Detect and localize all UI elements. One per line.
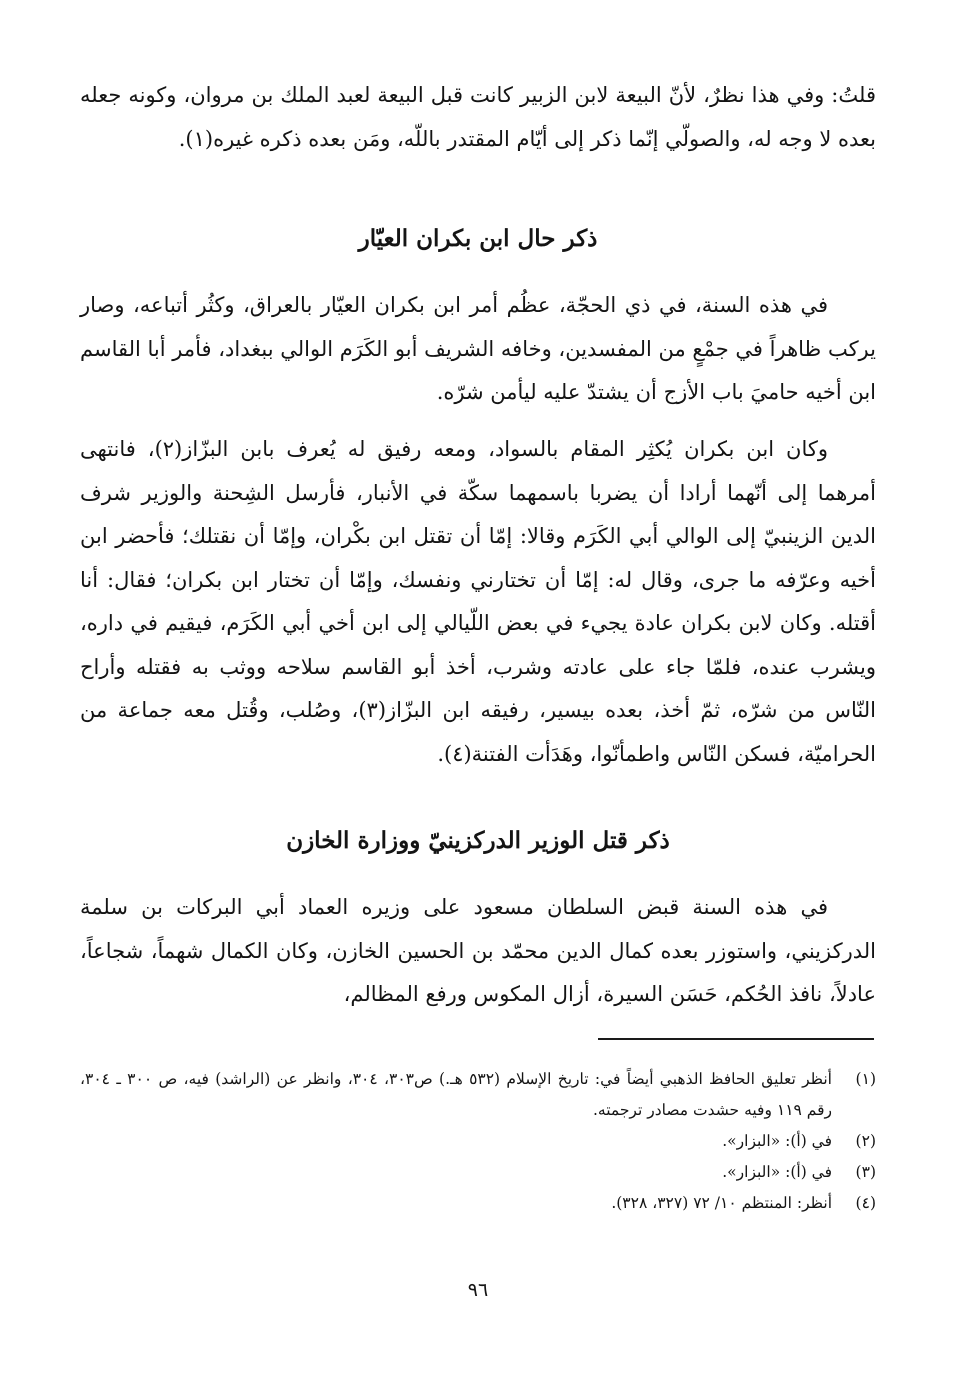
page-number: ٩٦ [467, 1279, 489, 1301]
paragraph-ibn-bakran-1 [80, 284, 876, 415]
paragraph-intro [80, 74, 876, 161]
footnote-separator [598, 1038, 874, 1040]
paragraph-text: في هذه السنة، في ذي الحجّة، عظُم أمر ابن بكران العيّار بالعراق، وكثُر أتباعه، وصار يركب ظاهراً في جمْعٍ من المفسدين، وخافه الشريف أبو الكَرَم الوالي ببغداد، فأمر أبا القاسم ابن أخيه حاميَ باب الأزج أن يشتدّ عليه ليأمن شرّه. [80, 293, 876, 404]
footnote-item [80, 1188, 876, 1219]
paragraph-text: في هذه السنة قبض السلطان مسعود على وزيره العماد أبي البركات بن سلمة الدركزيني، واستوزر بعده كمال الدين محمّد بن الحسين الخازن، وكان الكمال شهماً، شجاعاً، عادلاً، نافذ الحُكم، حَسَن السيرة، أزال المكوس ورفع المظالم، [80, 895, 876, 1006]
paragraph-ibn-bakran-2 [80, 428, 876, 776]
paragraph-text: قلتُ: وفي هذا نظرٌ، لأنّ البيعة لابن الزبير كانت قبل البيعة لعبد الملك بن مروان، وكونه جعله بعده لا وجه له، والصولّي إنّما ذكر إلى أيّام المقتدر باللّه، ومَن بعده ذكره غيره(١). [80, 83, 876, 151]
footnote-item [80, 1157, 876, 1188]
section-heading-ibn-bakran: ذكر حال ابن بكران العيّار [358, 225, 598, 252]
footnote-item [80, 1126, 876, 1157]
footnote-number: (٣) [855, 1163, 876, 1181]
footnote-text: أنظر: المنتظم ١٠/ ٧٢ (٣٢٧، ٣٢٨). [611, 1194, 832, 1212]
footnote-item [80, 1064, 876, 1126]
footnote-text: في (أ): «البزار». [722, 1163, 832, 1181]
paragraph-vizier [80, 886, 876, 1017]
footnotes [80, 1064, 876, 1219]
footnote-text: في (أ): «البزار». [722, 1132, 832, 1150]
section-heading-vizier: ذكر قتل الوزير الدركزينيّ ووزارة الخازن [286, 827, 670, 854]
paragraph-text: وكان ابن بكران يُكثِر المقام بالسواد، ومعه رفيق له يُعرف بابن البزّاز(٢)، فانتهى أمرهما إلى أنّهما أرادا أن يضربا باسمهما سكّة في الأنبار، فأرسل الشِحنة والوزير شرف الدين الزينبيّ إلى الوالي أبي الكَرَم وقالا: إمّا أن تقتل ابن بكْران، وإمّا أن نقتلك؛ فأحضر ابن أخيه وعرّفه ما جرى، وقال له: إمّا أن تختارني ونفسك، وإمّا أن تختار ابن بكران؛ فقال: أنا أقتله. وكان لابن بكران عادة يجيء في بعض اللّيالي إلى ابن أخي أبي الكَرَم، فيقيم في داره، ويشرب عنده، فلمّا جاء على عادته وشرب، أخذ أبو القاسم سلاحه ووثب به فقتله وأراح النّاس من شرّه، ثمّ أخذ، بعده بيسير، رفيقه ابن البزّاز(٣)، وصُلب، وقُتل معه جماعة من الحراميّة، فسكن النّاس واطمأنّوا، وهَدَأت الفتنة(٤). [80, 437, 876, 766]
footnote-number: (١) [855, 1070, 876, 1088]
footnote-number: (٤) [855, 1194, 876, 1212]
footnote-text: أنظر تعليق الحافظ الذهبي أيضاً في: تاريخ الإسلام (٥٣٢ هـ.) ص٣٠٣، ٣٠٤، وانظر عن (الراشد) فيه، ص ٣٠٠ ـ ٣٠٤، رقم ١١٩ وفيه حشدت مصادر ترجمته. [80, 1070, 832, 1119]
footnote-number: (٢) [855, 1132, 876, 1150]
